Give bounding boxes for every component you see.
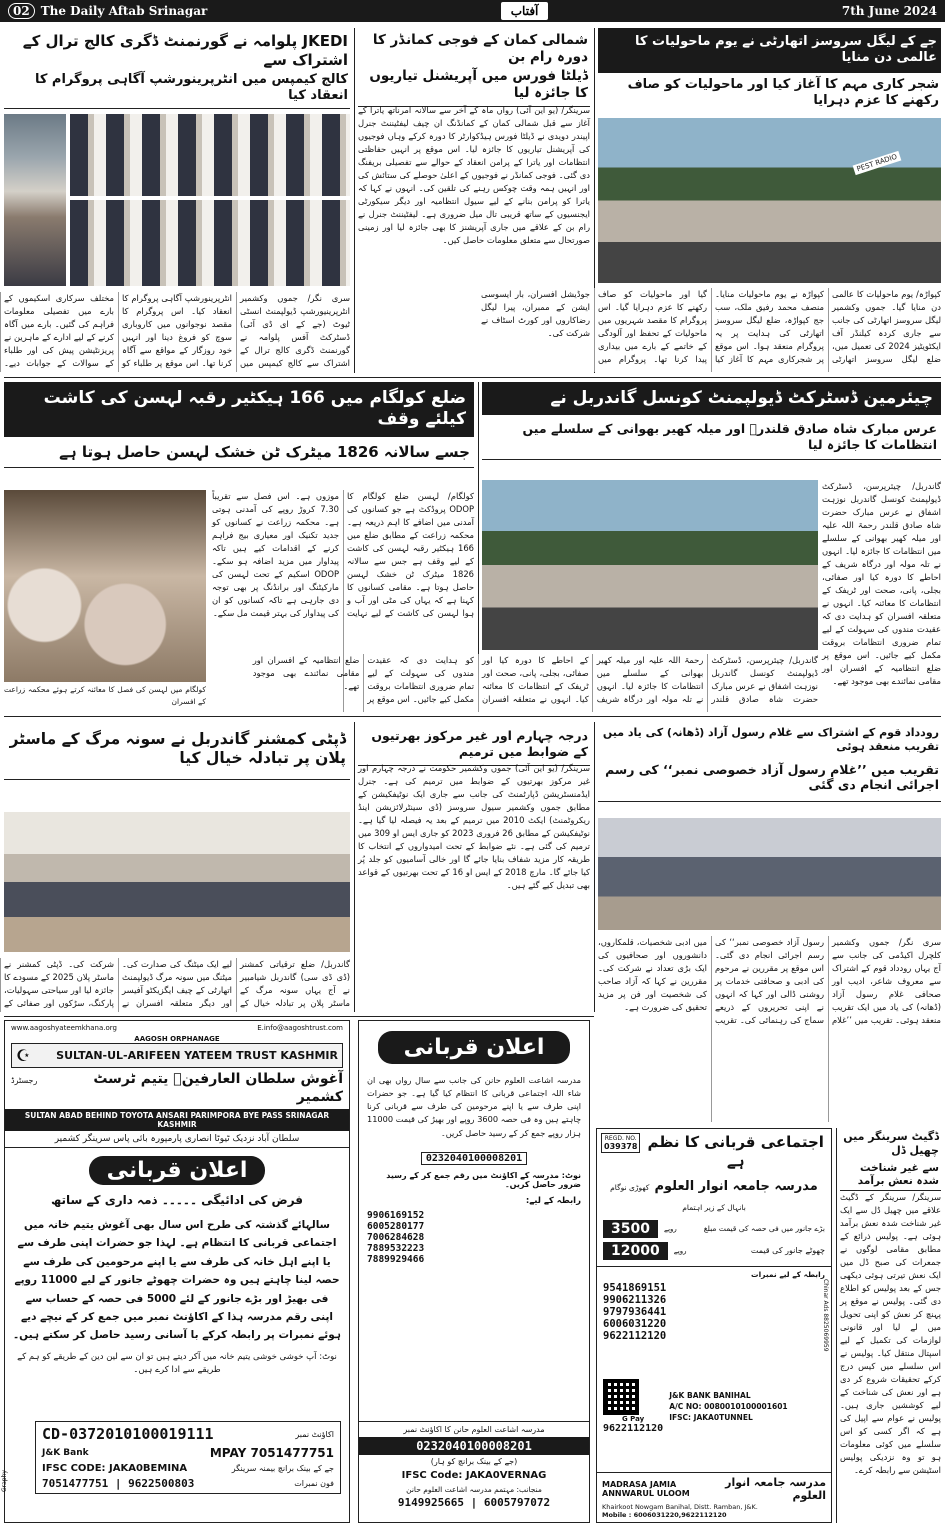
- orphanage-org-label: AAGOSH ORPHANAGE: [134, 1035, 220, 1043]
- orphanage-address-ur: سلطان آباد نزدیک ٹیوٹا انصاری پارمپورہ بائی پاس سرینگر کشمیر: [5, 1131, 349, 1148]
- annwar-big-price: 3500: [603, 1220, 658, 1238]
- annwar-reg-label: REGD. NO.: [604, 1135, 637, 1142]
- dal-headline: ڈگیٹ سرینگر میں چھیل ڈل: [843, 1130, 939, 1157]
- madrasa-phone: 9906169152: [367, 1209, 425, 1221]
- madrasa-phone: 6005280177: [367, 1220, 425, 1232]
- environment-photo-sign: PEST RADIO: [853, 151, 902, 175]
- ddc-body-side: گاندربل/ چیئرپرسن، ڈسٹرکٹ ڈیولپمنٹ کونسل گاندربل نوزہت اشفاق نے عرس مبارک حضرت شاہ صادق قلندر رحمۃ اللہ علیہ اور میلہ کھیر بھوانی کے سلسلے میں انتظامات کا جائزہ لیا۔ انہوں نے تلہ مولہ اور درگاہ شریف کے احاطے کا دورہ کیا اور صفائی، بجلی، پانی، صحت اور ٹریفک کے انتظامات کا معائنہ کیا۔ انہوں نے متعلقہ افسران کو ہدایت دی کہ عقیدت مندوں کی سہولت کے لیے تمام ضروری انتظامات بروقت مکمل کیے جائیں۔ اس موقع پر ضلع انتظامیہ کے افسران اور مقامی نمائندے بھی موجود تھے۔: [822, 481, 941, 687]
- row-rule: [4, 377, 941, 378]
- madrasa-phone-list: [359, 1208, 589, 1267]
- madrasa-title-row: [359, 1021, 589, 1070]
- orphanage-name-en: SULTAN-UL-ARIFEEN YATEEM TRUST KASHMIR: [56, 1049, 338, 1062]
- garlic-body: کولگام/ لہسن ضلع کولگام کا ODOP پروڈکٹ ہے جو کسانوں کی آمدنی میں اضافے کا اہم ذریعہ ہے۔ محکمہ زراعت کے مطابق ضلع میں 166 ہیکٹیر رقبہ لہسن کی کاشت کے لیے وقف ہے جس سے سالانہ 1826 میٹرک ٹن خشک لہسن حاصل ہوتا ہے۔ مقامی کسانوں کا کہنا ہے کہ یہاں کی مٹی اور آب و ہوا لہسن کی کاشت کے لیے نہایت موزوں ہے۔ اس فصل سے تقریباً 7.30 کروڑ روپے کی آمدنی ہوتی ہے۔ محکمہ زراعت نے کسانوں کو جدید تکنیک اور معیاری بیج فراہم کرنے کے اقدامات کیے ہیں تاکہ پیداوار میں مزید اضافہ ہو سکے۔ ODOP اسکیم کے تحت لہسن کی مارکیٹنگ اور برانڈنگ پر بھی توجہ دی جارہی ہے تاکہ کسانوں کو ان کی پیداوار کی بہتر قیمت مل سکے۔: [212, 491, 474, 619]
- orphanage-name-band: [11, 1043, 343, 1068]
- jkedi-body: سری نگر/ جموں وکشمیر انٹرپرینیورشپ ڈیولپمنٹ انسٹی ٹیوٹ (جے کے ای ڈی آئی) ڈسٹرکٹ آفس پلوامہ نے گورنمنٹ ڈگری کالج ترال کے اشتراک سے کالج کیمپس میں انٹرپرینورشپ آگاہی پروگرام کا انعقاد کیا۔ اس پروگرام کا مقصد نوجوانوں میں کاروباری سوچ کو فروغ دینا اور انہیں خود روزگار کے مواقع سے آگاہ کرنا تھا۔ اس موقع پر طلباء کو مختلف سرکاری اسکیموں کے بارے میں تفصیلی معلومات فراہم کی گئیں۔ بارے میں آگاہ کرنے کے لیے ادارے کے ماہرین نے پریزنٹیشن پیش کی اور طلباء کے سوالات کے جوابات دیے۔: [4, 293, 350, 369]
- orphanage-ifsc: IFSC CODE: JAKA0BEMINA: [42, 1463, 188, 1474]
- story-jkedi: [4, 28, 350, 373]
- ad-madrasa-qurbani: [358, 1020, 590, 1523]
- orphanage-mpay: MPAY 7051477751: [209, 1446, 334, 1460]
- ddc-photo: [482, 480, 818, 650]
- paper-logo: آفتاب: [501, 2, 549, 20]
- orphanage-account-number: CD-0372010100019111: [42, 1425, 214, 1443]
- madrasa-note: نوٹ: مدرسہ کے اکاؤنٹ میں رقم جمع کر کے رسید ضرور حاصل کریں۔: [386, 1170, 581, 1189]
- annwar-currency: روپے: [663, 1224, 677, 1233]
- ddc-subhead: عرس مبارک شاہ صادق قلندرؒ اور میلہ کھیر بھوانی کے سلسلے میں انتظامات کا جائزہ لیا: [482, 415, 941, 459]
- orphanage-bank-row: [42, 1446, 334, 1460]
- orphanage-phone-label: فون نمبرات: [294, 1479, 334, 1488]
- annwar-org-row: [597, 1175, 831, 1214]
- madrasa-phone: 7889532223: [367, 1242, 425, 1254]
- garlic-photo-caption: کولگام میں لہسن کی فصل کا معائنہ کرتے ہوئے محکمہ زراعت کے افسران: [4, 685, 206, 706]
- ddc-headline: چیئرمین ڈسٹرکٹ ڈیولپمنٹ کونسل گاندربل نے: [482, 382, 941, 415]
- jkedi-headline: JKEDI پلوامہ نے گورنمنٹ ڈگری کالج ترال کے اشتراک سے: [22, 32, 348, 69]
- story-class-iv: [358, 722, 590, 1012]
- orphanage-ifsc-row: [42, 1463, 334, 1474]
- dal-subhead: سے غیر شناخت شدہ نعش برآمد: [840, 1160, 941, 1191]
- qr-code-icon: [603, 1379, 639, 1415]
- story-environment: [481, 28, 941, 373]
- annwar-big-label: بڑے جانور میں فی حصہ کی قیمت مبلغ: [703, 1224, 825, 1234]
- madrasa-phone: 7006284628: [367, 1231, 425, 1243]
- orphanage-name-ur: آغوش سلطان العارفینؒ یتیم ٹرسٹ کشمیر: [93, 1071, 343, 1105]
- class-iv-body: سرینگر/ (یو این آئی) جموں وکشمیر حکومت نے درجہ چہارم اور غیر مرکوز بھرتیوں کے ضوابط میں ترمیم کی ہے۔ جنرل ایڈمنسٹریشن ڈپارٹمنٹ کی جانب سے جاری ایک نوٹیفکیشن کے مطابق جموں وکشمیر سیول سروسز (ڈی سینٹرلائزیشن اینڈ ریکروٹمنٹ) ایکٹ 2010 میں ترمیم کے بعد یہ فیصلہ لیا گیا ہے۔ نوٹیفکیشن کے مطابق 26 فروری 2023 کو جاری ایس او 309 میں ترمیم کی گئی ہے۔ نئے ضوابط کے تحت امیدواروں کے انتخاب کا طریقہ کار مزید شفاف بنایا جائے گا اور خالی آسامیوں کو جلد پُر کیا جائے گا۔ مارچ 2018 کے ایس او 16 کے تحت بھرتیوں کے قواعد بھی تبدیل کیے گئے ہیں۔: [358, 763, 590, 891]
- column-rule: [354, 722, 355, 1012]
- row-rule: [4, 716, 941, 717]
- orphanage-account-row: [42, 1425, 334, 1443]
- orphanage-note: نوٹ: آپ خوشی خوشی یتیم خانہ میں آکر دیتے ہیں تو ان سے لین دین کے طریقے کو ہم کے طریقے سے ادا کرے ہیں۔: [17, 1351, 337, 1376]
- madrasa-account-block: [359, 1421, 589, 1509]
- jkedi-subhead: کالج کیمپس میں انٹرپرینورشپ آگاہی پروگرام کا انعقاد کیا: [4, 70, 350, 110]
- orphanage-account-box: [35, 1421, 341, 1494]
- madrasa-account-number: 0232040100008201: [359, 1437, 589, 1455]
- annwar-small-row: [597, 1240, 831, 1267]
- annwar-bank-box: [669, 1390, 787, 1424]
- annwar-org-sub: کھوڑی نوگام بانہال کے زیر اہتمام: [610, 1182, 746, 1212]
- story-sonamarg: [4, 722, 350, 1012]
- orphanage-website: www.aagoshyateemkhana.org: [11, 1024, 117, 1032]
- sonamarg-body: گاندربل/ ضلع ترقیاتی کمشنر (ڈی ڈی سی) گاندربل شیامبیر نے آج یہاں سونہ مرگ کے ماسٹر پلان پر تبادلہ خیال کے لیے ایک میٹنگ کی صدارت کی۔ میٹنگ میں سونہ مرگ ڈیولپمنٹ اتھارٹی کے چیف ایگزیکٹو آفیسر اور دیگر متعلقہ افسران نے شرکت کی۔ ڈپٹی کمشنر نے ماسٹر پلان 2025 کے مسودے کا جائزہ لیا اور سیاحتی سہولیات، پارکنگ، سڑکوں اور صفائی کے: [4, 959, 350, 1009]
- orphanage-title: اعلان قربانی: [89, 1156, 266, 1185]
- northern-command-body: سرینگر/ (یو این آئی) رواں ماہ کے آخر سے سالانہ امرناتھ یاترا کے آغاز سے قبل شمالی کمان کے کمانڈنگ ان چیف لیفٹیننٹ جنرل اپیندر دویدی نے ڈیلٹا فورس ہیڈکوارٹر کا دورہ کرکے وہاں فوجیوں کی آپریشنل تیاریوں کا جائزہ لیا۔ اس موقع پر انہیں حفاظتی انتظامات اور یاترا کے پرامن انعقاد کے حوالے سے تفصیلی بریفنگ دی گئی۔ فوجی کمانڈر نے فوجیوں کے اعلیٰ حوصلے کی ستائش کی اور انہیں ہمہ وقت چوکس رہنے کی تلقین کی۔ انہوں نے کہا کہ یاترا کو پرامن بنانے کے لیے سیول انتظامیہ اور دیگر سیکورٹی ایجنسیوں کے ساتھ قریبی تال میل ضروری ہے۔ لیفٹیننٹ جنرل نے رام بن کے علاقے میں جاری آپریشنز کا بھی جائزہ لیا اور زمینی صورتحال سے متعلق معلومات حاصل کیں۔: [358, 105, 590, 246]
- madrasa-phone: 7889929466: [367, 1253, 425, 1265]
- orphanage-ifsc-note: جے کے بینک برانچ بیمنہ سرینگر: [231, 1464, 334, 1473]
- orphanage-name-ur-row: [5, 1068, 349, 1109]
- annwar-footer-ur: مدرسہ جامعہ انوار العلوم: [725, 1475, 826, 1503]
- orphanage-phones-row: [42, 1477, 334, 1490]
- annwar-gpay-label: G Pay: [622, 1415, 645, 1423]
- orphanage-account-label: اکاؤنٹ نمبر: [295, 1429, 334, 1439]
- madrasa-contacts-title: رابطہ کے لیے:: [525, 1195, 581, 1206]
- paper-name: The Daily Aftab Srinagar: [40, 4, 208, 18]
- issue-date: 7th June 2024: [841, 4, 937, 18]
- madrasa-body: مدرسہ اشاعت العلوم حانن کی جانب سے سال رواں بھی ان شاء اللہ اجتماعی قربانی کا انتظام کیا گیا ہے۔ جو حضرات اپنی طرف سے یا اپنے مرحومین کی طرف سے قربانی کرنا چاہتے ہیں وہ فی حصہ 3600 روپے اور بھیڑ کی قیمت 11000 ہزار روپے جمع کر کے رسید حاصل کریں۔: [367, 1075, 581, 1138]
- annwar-phone: 6006031220: [603, 1317, 667, 1330]
- orphanage-registered: رجسٹرڈ: [11, 1076, 38, 1085]
- orphanage-email: E.info@aagoshtrust.com: [257, 1024, 343, 1032]
- row-rule: [4, 1016, 594, 1017]
- orphanage-title-row: [5, 1148, 349, 1189]
- annwar-footer: [597, 1472, 831, 1523]
- madrasa-inline-account-row: [359, 1144, 589, 1167]
- annwar-header: [597, 1129, 831, 1175]
- column-rule: [478, 382, 479, 712]
- annwar-ad-code: Chinar Ads 8825069959: [822, 1279, 829, 1352]
- column-rule: [594, 28, 595, 373]
- annwar-bank: J&K BANK BANIHAL: [669, 1390, 751, 1400]
- ddc-body: گاندربل/ چیئرپرسن، ڈسٹرکٹ ڈیولپمنٹ کونسل گاندربل نوزہت اشفاق نے عرس مبارک حضرت شاہ صادق قلندر رحمۃ اللہ علیہ اور میلہ کھیر بھوانی کے سلسلے میں انتظامات کا جائزہ لیا۔ انہوں نے تلہ مولہ اور درگاہ شریف کے احاطے کا دورہ کیا اور صفائی، بجلی، پانی، صحت اور ٹریفک کے انتظامات کا معائنہ کیا۔ انہوں نے متعلقہ افسران کو ہدایت دی کہ عقیدت مندوں کی سہولت کے لیے تمام ضروری انتظامات بروقت مکمل کیے جائیں۔ اس موقع پر ضلع انتظامیہ کے افسران اور مقامی نمائندے بھی موجود تھے۔: [252, 655, 818, 705]
- annwar-ifsc: IFSC: JAKA0TUNNEL: [669, 1413, 753, 1423]
- annwar-phone: 9797936441: [603, 1305, 667, 1318]
- annwar-gpay-number: 9622112120: [603, 1423, 664, 1434]
- book-release-body: سری نگر/ جموں وکشمیر کلچرل اکیڈمی کی جانب سے آج یہاں رودداد قوم کے اشتراک سے معروف شاعر، ادیب اور صحافی غلام رسول آزاد (ڈھانہ) کی یاد میں ایک تقریب منعقد ہوئی۔ تقریب میں ’’غلام رسول آزاد خصوصی نمبر‘‘ کی رسم اجرائی انجام دی گئی۔ اس موقع پر مقررین نے مرحوم کی ادبی و صحافتی خدمات پر روشنی ڈالی اور کہا کہ انہوں نے اپنی تحریروں کے ذریعے سماج کی رہنمائی کی۔ تقریب میں ادبی شخصیات، قلمکاروں، دانشوروں اور صحافیوں کی ایک بڑی تعداد نے شرکت کی۔ مقررین نے کہا کہ آزاد صاحب کی شخصیت اور فن پر مزید تحقیق کی ضرورت ہے۔: [598, 937, 941, 1026]
- sonamarg-photo: [4, 812, 350, 952]
- annwar-footer-name-row: [602, 1476, 826, 1504]
- garlic-photo: [4, 490, 206, 682]
- madrasa-signature: منجانب: مہتمم مدرسہ اشاعت العلوم حانن: [406, 1485, 542, 1494]
- annwar-currency: روپے: [673, 1246, 687, 1255]
- annwar-small-price: 12000: [603, 1242, 668, 1260]
- annwar-footer-addr: Khairkoot Nowgam Banihal, Distt. Ramban, J&K.: [602, 1503, 758, 1511]
- annwar-footer-mobile: Mobile : 6006031220,9622112120: [602, 1511, 727, 1519]
- environment-subhead: شجر کاری مہم کا آغاز کیا اور ماحولیات کو صاف رکھنے کا عزم دہرایا: [627, 76, 939, 108]
- annwar-reg-box: [601, 1133, 640, 1153]
- page-number: 02: [8, 3, 35, 19]
- annwar-reg-no: 039378: [604, 1142, 638, 1151]
- annwar-phone: 9906211326: [603, 1293, 667, 1306]
- annwar-phone: 9622112120: [603, 1329, 667, 1342]
- annwar-small-label: چھوٹے جانور کی قیمت: [750, 1246, 825, 1256]
- class-iv-headline: درجہ چہارم اور غیر مرکوز بھرتیوں کے ضوابط میں ترمیم: [358, 722, 590, 766]
- sonamarg-headline: ڈپٹی کمشنر گاندربل نے سونہ مرگ کے ماسٹر پلان پر تبادلہ خیال کیا: [4, 722, 350, 780]
- northern-command-headline: شمالی کمان کے فوجی کمانڈر کا دورہ رام بن: [372, 32, 588, 65]
- garlic-headline: ضلع کولگام میں 166 ہیکٹیر رقبہ لہسن کی کاشت کیلئے وقف: [4, 382, 474, 437]
- jkedi-photo-audience-bottom: [70, 200, 350, 286]
- orphanage-contact-row: [5, 1021, 349, 1035]
- ad-annwarul-uloom: [596, 1128, 832, 1523]
- madrasa-bank-line: (جے کے بینک برانچ کو ہار): [430, 1457, 518, 1466]
- madrasa-inline-account: 0232040100008201: [421, 1152, 527, 1165]
- orphanage-credit: Graphy: [1, 1470, 8, 1492]
- orphanage-body: سالہائے گذشتہ کی طرح اس سال بھی آغوش یتیم خانہ میں اجتماعی قربانی کا انتظام ہے۔ لہذا جو حضرات اپنی طرف سے یا اپنے اہل خانہ کی طرف سے یا اپنے مرحومین کی طرف سے حصہ لینا چاہتے ہیں وہ حضرات چھوٹے جانور کے لیے 11000 روپے فی بھیڑ اور بڑے جانور کے لئے 5000 فی حصہ کے حساب سے اپنی رقم مدرسہ ہذا کے اکاؤنٹ نمبر میں جمع کر کے نیچے دیے ہوئے نمبرات پر رابطہ کرکے با آسانی رسید حاصل کر سکتے ہیں۔: [13, 1219, 341, 1342]
- annwar-footer-en: MADRASA JAMIA ANNWARUL ULOOM: [602, 1480, 690, 1499]
- madrasa-footer-phones: 9149925665 | 6005797072: [397, 1496, 551, 1509]
- environment-headline: جے کے لیگل سروسز اتھارٹی نے یوم ماحولیات کا عالمی دن منایا: [598, 28, 941, 73]
- orphanage-phones: 7051477751 | 9622500803: [42, 1477, 195, 1490]
- annwar-gpay-box: [603, 1379, 663, 1434]
- madrasa-title: اعلان قربانی: [378, 1031, 571, 1064]
- annwar-title: اجتماعی قربانی کا نظم ہے: [647, 1133, 824, 1170]
- annwar-phone: 9541869151: [603, 1281, 667, 1294]
- environment-photo: [598, 118, 941, 283]
- annwar-big-row: [597, 1214, 831, 1240]
- story-dal-body: [836, 1128, 941, 1523]
- madrasa-ifsc: IFSC Code: JAKA0VERNAG: [401, 1470, 547, 1481]
- book-release-subhead: تقریب میں ’’غلام رسول آزاد خصوصی نمبر‘‘ کی رسم اجرائی انجام دی گئی: [598, 758, 941, 802]
- ad-orphanage: [1, 1020, 350, 1523]
- annwar-org: مدرسہ جامعہ انوار العلوم: [654, 1178, 818, 1194]
- madrasa-account-label: مدرسہ اشاعت العلوم حانن کا اکاؤنٹ نمبر: [403, 1425, 545, 1434]
- book-release-photo: [598, 818, 941, 930]
- story-book-release: [598, 722, 941, 1122]
- annwar-contacts-title: رابطہ کے لیے نمبرات: [751, 1269, 825, 1279]
- column-rule: [594, 722, 595, 1012]
- orphanage-tagline: فرض کی ادائیگی ۔۔۔۔۔ ذمہ داری کے ساتھ: [50, 1193, 304, 1207]
- crescent-icon: ☪: [16, 1046, 31, 1065]
- orphanage-address-en: SULTAN ABAD BEHIND TOYOTA ANSARI PARIMPORA BYE PASS SRINAGAR KASHMIR: [5, 1109, 349, 1131]
- orphanage-bank: J&K Bank: [42, 1448, 89, 1458]
- masthead-left: [8, 3, 207, 19]
- annwar-phone-list: [597, 1282, 831, 1342]
- masthead: [0, 0, 945, 22]
- dal-body: سرینگر/ سرینگر کے ڈگیٹ علاقے میں چھیل ڈل سے ایک غیر شناخت شدہ نعش برآمد ہوئی ہے۔ پولیس ذرائع کے مطابق مقامی لوگوں نے جمعرات کی صبح ڈل میں ایک نعش تیرتی ہوئی دیکھی جس کے بعد پولیس کو اطلاع دی گئی۔ پولیس نے موقع پر پہنچ کر نعش کو اپنی تحویل میں لے لیا اور قانونی لوازمات کی تکمیل کے لیے اسپتال منتقل کیا۔ پولیس نے اس سلسلے میں کیس درج کرکے تحقیقات شروع کر دی ہے اور نعش کی شناخت کے لیے کوششیں جاری ہیں۔ پولیس نے عوام سے اپیل کی ہے کہ اگر کسی کو اس سلسلے میں کوئی معلومات ہو تو وہ نزدیکی پولیس اسٹیشن سے رابطہ کرے۔: [840, 1191, 941, 1476]
- column-rule: [354, 28, 355, 373]
- northern-command-subhead: ڈیلٹا فورس میں آپریشنل تیاریوں کا جائزہ لیا: [358, 68, 590, 107]
- jkedi-photo-speaker: [4, 114, 66, 286]
- annwar-acno: A/C NO: 0080010100001601: [669, 1401, 788, 1411]
- garlic-subhead: جسے سالانہ 1826 میٹرک ٹن خشک لہسن حاصل ہوتا ہے: [4, 437, 474, 469]
- annwar-payment-row: [603, 1379, 825, 1434]
- environment-body: کپواڑہ/ یوم ماحولیات کا عالمی دن منایا گیا۔ جموں وکشمیر لیگل سروسز اتھارٹی کی جانب سے جاری کردہ کیلنڈر آف ایکٹویٹیز 2024 کی تعمیل میں، ضلع لیگل سروسز اتھارٹی کپواڑہ نے یوم ماحولیات منایا۔ منصف محمد رفیق ملک، سب جج کپواڑہ، ضلع لیگل سروسز اتھارٹی کی ہدایت پر یہ پروگرام منعقد ہوا۔ اس موقع پر شجرکاری مہم کا آغاز کیا گیا اور ماحولیات کو صاف رکھنے کا عزم دہرایا گیا۔ اس پروگرام کا مقصد شہریوں میں ماحولیات کے تحفظ اور آلودگی کے خاتمے کے بارے میں بیداری پیدا کرنا تھا۔ پروگرام میں جوڈیشل افسران، بار ایسوسی ایشن کے ممبران، پیرا لیگل رضاکاروں اور کورٹ اسٹاف نے شرکت کی۔: [481, 289, 941, 365]
- book-release-headline: رودداد قوم کے اشتراک سے غلام رسول آزاد (ڈھانہ) کی یاد میں تقریب منعقد ہوئی: [602, 726, 939, 753]
- jkedi-photo-audience-top: [70, 114, 350, 196]
